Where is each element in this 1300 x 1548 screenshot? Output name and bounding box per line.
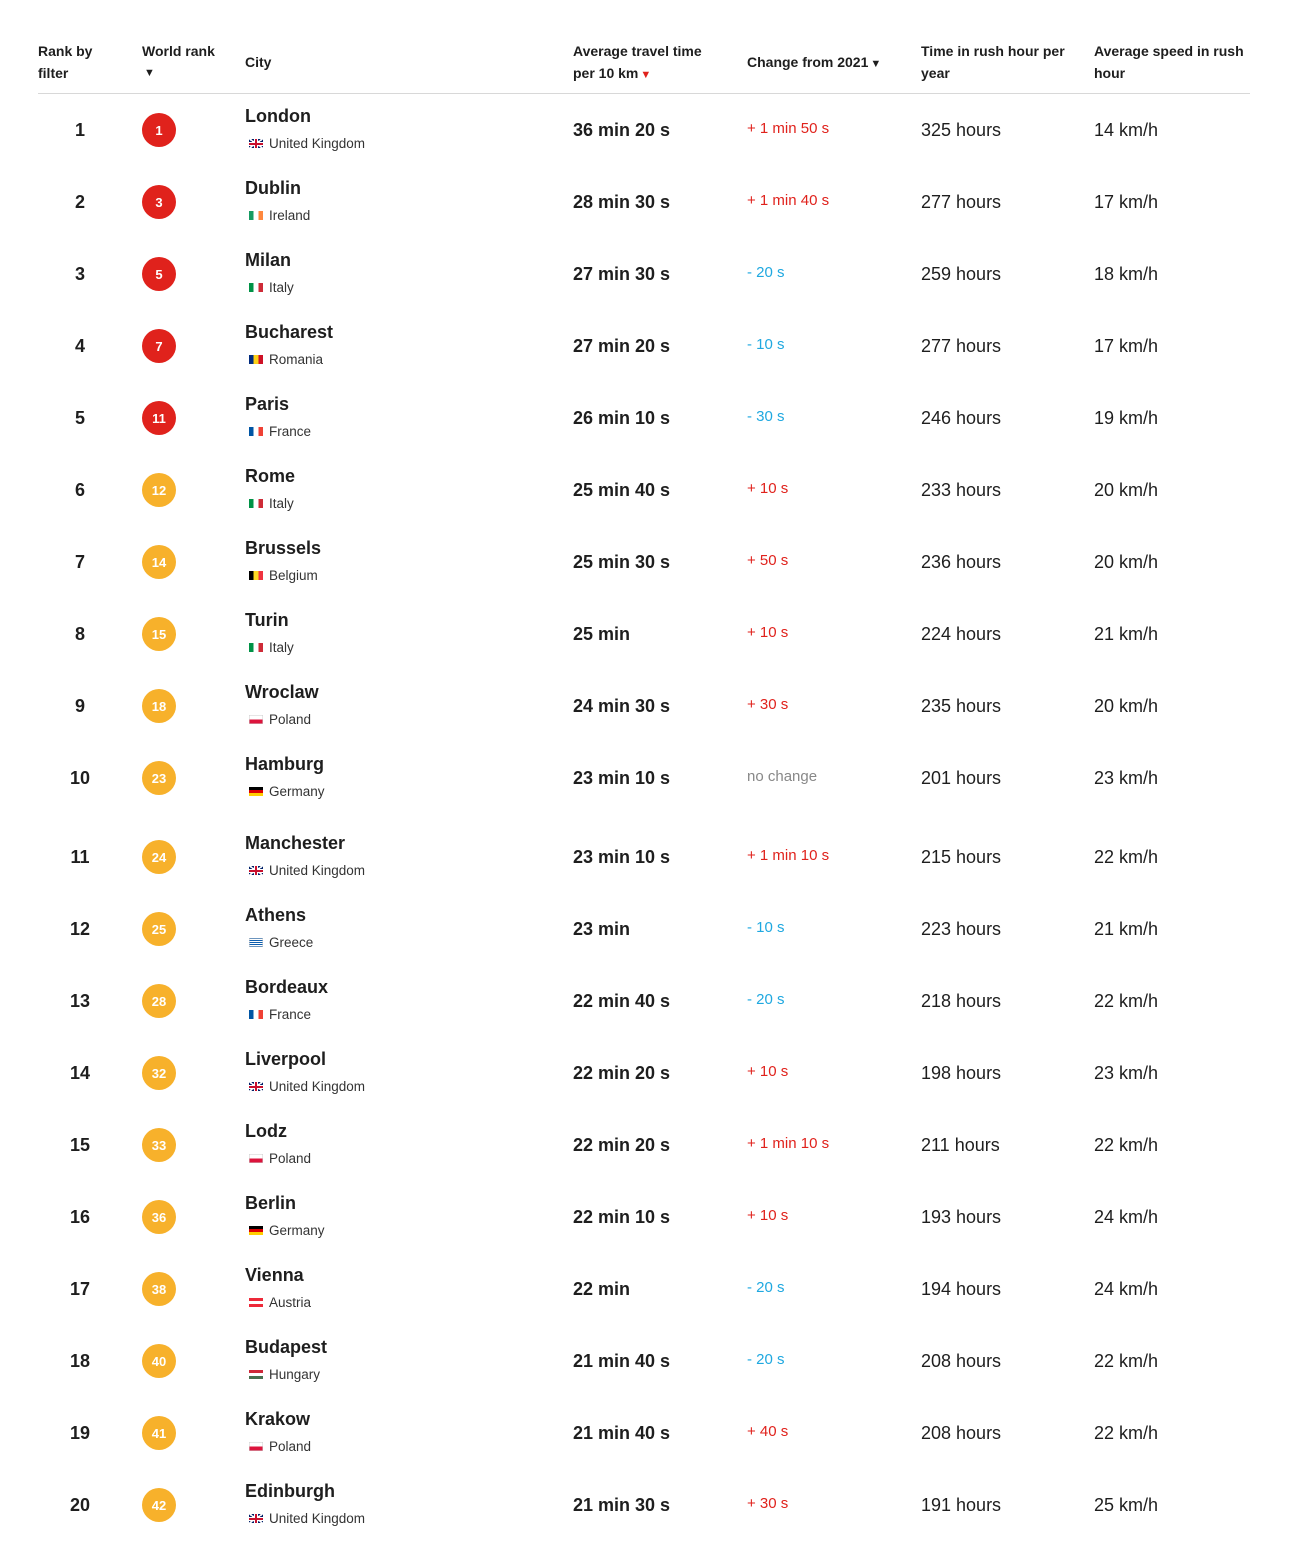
time-in-rush-hour: 215 hours <box>921 847 1002 867</box>
sort-arrow-icon: ▼ <box>870 58 882 70</box>
header-average-speed[interactable]: Average speed in rush hour <box>1094 43 1244 81</box>
time-in-rush-hour: 191 hours <box>921 1495 1002 1515</box>
country-name: Hungary <box>269 1367 321 1382</box>
world-rank-badge: 14 <box>142 545 176 579</box>
country <box>249 568 318 583</box>
rank-by-filter: 9 <box>74 696 85 716</box>
table-row[interactable] <box>38 166 1250 238</box>
world-rank-badge: 11 <box>142 401 176 435</box>
time-in-rush-hour: 211 hours <box>921 1135 1000 1155</box>
city-name[interactable]: Hamburg <box>245 754 325 774</box>
average-speed: 14 km/h <box>1094 120 1159 140</box>
city-name[interactable]: Athens <box>245 905 307 925</box>
average-speed: 17 km/h <box>1094 192 1159 212</box>
time-in-rush-hour: 194 hours <box>921 1279 1002 1299</box>
it-flag-icon <box>249 499 263 508</box>
table-row[interactable] <box>38 1397 1250 1469</box>
rank-by-filter: 14 <box>69 1063 91 1083</box>
change-from-2021: - 20 s <box>747 991 785 1008</box>
average-speed: 24 km/h <box>1094 1279 1159 1299</box>
rank-by-filter: 6 <box>74 480 85 500</box>
change-from-2021: + 10 s <box>747 480 789 497</box>
country-name: Italy <box>269 496 294 511</box>
city-name[interactable]: Dublin <box>245 178 301 198</box>
change-from-2021: + 1 min 50 s <box>747 120 830 137</box>
country <box>249 784 325 799</box>
change-from-2021: + 40 s <box>747 1423 789 1440</box>
table-row[interactable] <box>38 742 1250 814</box>
change-from-2021: + 10 s <box>747 1063 789 1080</box>
average-speed: 17 km/h <box>1094 336 1159 356</box>
average-speed: 18 km/h <box>1094 264 1159 284</box>
rank-by-filter: 10 <box>69 768 91 788</box>
country <box>249 496 294 511</box>
change-from-2021: + 30 s <box>747 696 789 713</box>
average-travel-time: 25 min <box>573 624 631 644</box>
ro-flag-icon <box>249 355 263 364</box>
country-name: Romania <box>269 352 324 367</box>
country <box>249 208 310 223</box>
world-rank-badge: 12 <box>142 473 176 507</box>
average-travel-time: 21 min 40 s <box>573 1423 671 1443</box>
country <box>249 352 323 367</box>
world-rank-badge: 24 <box>142 840 176 874</box>
table-row[interactable] <box>38 1109 1250 1181</box>
rank-by-filter: 17 <box>69 1279 91 1299</box>
rank-by-filter: 16 <box>69 1207 91 1227</box>
time-in-rush-hour: 224 hours <box>921 624 1002 644</box>
rank-by-filter: 3 <box>74 264 85 284</box>
country-name: United Kingdom <box>269 1079 366 1094</box>
country-name: Germany <box>269 1223 325 1238</box>
gb-flag-icon <box>249 1514 263 1523</box>
average-travel-time: 28 min 30 s <box>573 192 671 212</box>
header-average-travel-time[interactable]: Average travel time per 10 km ▼ <box>573 43 702 81</box>
table-row[interactable] <box>38 238 1250 310</box>
world-rank-badge: 28 <box>142 984 176 1018</box>
world-rank-badge: 1 <box>142 113 176 147</box>
table-row[interactable] <box>38 1253 1250 1325</box>
sort-arrow-active-icon: ▼ <box>640 69 652 81</box>
time-in-rush-hour: 233 hours <box>921 480 1002 500</box>
change-from-2021: - 10 s <box>747 336 785 353</box>
average-travel-time: 22 min <box>573 1279 631 1299</box>
change-from-2021: - 20 s <box>747 1279 785 1296</box>
table-row[interactable] <box>38 1469 1250 1541</box>
city-name[interactable]: Budapest <box>245 1337 328 1357</box>
average-travel-time: 22 min 20 s <box>573 1063 671 1083</box>
city-name[interactable]: Bordeaux <box>245 977 329 997</box>
average-speed: 20 km/h <box>1094 480 1159 500</box>
time-in-rush-hour: 201 hours <box>921 768 1002 788</box>
time-in-rush-hour: 235 hours <box>921 696 1002 716</box>
time-in-rush-hour: 223 hours <box>921 919 1002 939</box>
change-from-2021: + 30 s <box>747 1495 789 1512</box>
table-row[interactable] <box>38 1037 1250 1109</box>
rank-by-filter: 15 <box>69 1135 91 1155</box>
average-travel-time: 22 min 10 s <box>573 1207 671 1227</box>
country <box>249 863 365 878</box>
average-travel-time: 22 min 20 s <box>573 1135 671 1155</box>
country-name: France <box>269 1007 312 1022</box>
country <box>249 1007 311 1022</box>
world-rank-badge: 42 <box>142 1488 176 1522</box>
change-from-2021: + 1 min 10 s <box>747 1135 830 1152</box>
change-from-2021: + 1 min 10 s <box>747 847 830 864</box>
table-row[interactable] <box>38 965 1250 1037</box>
table-row[interactable] <box>38 382 1250 454</box>
de-flag-icon <box>249 787 263 796</box>
rank-by-filter: 11 <box>70 847 90 867</box>
average-travel-time: 23 min <box>573 919 631 939</box>
table-row[interactable] <box>38 94 1250 166</box>
time-in-rush-hour: 198 hours <box>921 1063 1002 1083</box>
average-travel-time: 21 min 30 s <box>573 1495 671 1515</box>
world-rank-badge: 33 <box>142 1128 176 1162</box>
fr-flag-icon <box>249 1010 263 1019</box>
average-travel-time: 23 min 10 s <box>573 768 671 788</box>
header-change-from-2021[interactable]: Change from 2021 ▼ <box>747 54 882 70</box>
average-speed: 20 km/h <box>1094 552 1159 572</box>
table-row[interactable] <box>38 893 1250 965</box>
average-speed: 21 km/h <box>1094 624 1159 644</box>
country-name: United Kingdom <box>269 863 366 878</box>
average-travel-time: 25 min 40 s <box>573 480 671 500</box>
gb-flag-icon <box>249 139 263 148</box>
change-from-2021: + 10 s <box>747 624 789 641</box>
time-in-rush-hour: 193 hours <box>921 1207 1002 1227</box>
average-speed: 19 km/h <box>1094 408 1159 428</box>
header-city[interactable]: City <box>245 54 272 70</box>
header-time-in-rush-hour[interactable]: Time in rush hour per year <box>921 43 1065 81</box>
average-travel-time: 27 min 30 s <box>573 264 671 284</box>
city-name[interactable]: London <box>245 106 311 126</box>
sort-arrow-icon: ▼ <box>144 67 155 79</box>
table-row[interactable] <box>38 598 1250 670</box>
country <box>249 1223 325 1238</box>
average-speed: 24 km/h <box>1094 1207 1159 1227</box>
country-name: Italy <box>269 280 294 295</box>
average-travel-time: 21 min 40 s <box>573 1351 671 1371</box>
gb-flag-icon <box>249 1082 263 1091</box>
change-from-2021: + 10 s <box>747 1207 789 1224</box>
ie-flag-icon <box>249 211 263 220</box>
rank-by-filter: 5 <box>74 408 85 428</box>
rank-by-filter: 19 <box>69 1423 91 1443</box>
world-rank-badge: 7 <box>142 329 176 363</box>
pl-flag-icon <box>249 715 263 724</box>
time-in-rush-hour: 277 hours <box>921 192 1002 212</box>
rank-by-filter: 12 <box>69 919 91 939</box>
world-rank-badge: 40 <box>142 1344 176 1378</box>
country <box>249 1511 365 1526</box>
table-row[interactable] <box>38 526 1250 598</box>
country-name: United Kingdom <box>269 1511 366 1526</box>
average-speed: 22 km/h <box>1094 1135 1159 1155</box>
time-in-rush-hour: 246 hours <box>921 408 1002 428</box>
time-in-rush-hour: 208 hours <box>921 1423 1002 1443</box>
city-name[interactable]: Brussels <box>245 538 322 558</box>
city-name[interactable]: Liverpool <box>245 1049 327 1069</box>
world-rank-badge: 25 <box>142 912 176 946</box>
city-name[interactable]: Lodz <box>245 1121 287 1141</box>
table-row[interactable] <box>38 1325 1250 1397</box>
rank-by-filter: 7 <box>74 552 85 572</box>
country <box>249 1439 311 1454</box>
country-name: Poland <box>269 1439 312 1454</box>
country-name: Greece <box>269 935 314 950</box>
world-rank-badge: 36 <box>142 1200 176 1234</box>
average-travel-time: 26 min 10 s <box>573 408 671 428</box>
average-speed: 20 km/h <box>1094 696 1159 716</box>
rank-by-filter: 4 <box>74 336 85 356</box>
average-travel-time: 25 min 30 s <box>573 552 671 572</box>
change-from-2021: + 50 s <box>747 552 789 569</box>
ranking-table <box>38 0 1250 1526</box>
rank-by-filter: 1 <box>74 120 85 140</box>
pl-flag-icon <box>249 1442 263 1451</box>
country <box>249 424 311 439</box>
city-name[interactable]: Berlin <box>245 1193 297 1213</box>
time-in-rush-hour: 218 hours <box>921 991 1002 1011</box>
gr-flag-icon <box>249 938 263 947</box>
average-travel-time: 22 min 40 s <box>573 991 671 1011</box>
city-name[interactable]: Vienna <box>245 1265 304 1285</box>
country-name: Ireland <box>269 208 311 223</box>
average-speed: 21 km/h <box>1094 919 1159 939</box>
rank-by-filter: 2 <box>74 192 85 212</box>
average-speed: 22 km/h <box>1094 1351 1159 1371</box>
average-travel-time: 27 min 20 s <box>573 336 671 356</box>
average-travel-time: 36 min 20 s <box>573 120 671 140</box>
country <box>249 1079 365 1094</box>
pl-flag-icon <box>249 1154 263 1163</box>
change-from-2021: - 10 s <box>747 919 785 936</box>
change-from-2021: - 30 s <box>747 408 785 425</box>
average-speed: 25 km/h <box>1094 1495 1159 1515</box>
country-name: United Kingdom <box>269 136 366 151</box>
city-name[interactable]: Wroclaw <box>245 682 319 702</box>
city-name[interactable]: Rome <box>245 466 296 486</box>
world-rank-badge: 3 <box>142 185 176 219</box>
table-header <box>38 0 1250 94</box>
country <box>249 712 311 727</box>
world-rank-badge: 41 <box>142 1416 176 1450</box>
rank-by-filter: 18 <box>69 1351 91 1371</box>
table-row[interactable] <box>38 821 1250 893</box>
table-row[interactable] <box>38 310 1250 382</box>
country-name: Poland <box>269 1151 312 1166</box>
average-travel-time: 23 min 10 s <box>573 847 671 867</box>
country <box>249 1151 311 1166</box>
header-world-rank[interactable]: World rank ▼ <box>142 40 215 84</box>
be-flag-icon <box>249 571 263 580</box>
change-from-2021: no change <box>747 768 818 785</box>
world-rank-badge: 5 <box>142 257 176 291</box>
change-from-2021: - 20 s <box>747 1351 785 1368</box>
city-name[interactable]: Turin <box>245 610 289 630</box>
time-in-rush-hour: 208 hours <box>921 1351 1002 1371</box>
country <box>249 280 294 295</box>
hu-flag-icon <box>249 1370 263 1379</box>
world-rank-badge: 23 <box>142 761 176 795</box>
country <box>249 1367 320 1382</box>
country-name: Italy <box>269 640 294 655</box>
time-in-rush-hour: 259 hours <box>921 264 1002 284</box>
average-speed: 22 km/h <box>1094 1423 1159 1443</box>
table-row[interactable] <box>38 1181 1250 1253</box>
city-name[interactable]: Milan <box>245 250 292 270</box>
time-in-rush-hour: 277 hours <box>921 336 1002 356</box>
table-row[interactable] <box>38 454 1250 526</box>
country-name: Poland <box>269 712 312 727</box>
gb-flag-icon <box>249 866 263 875</box>
country <box>249 640 294 655</box>
it-flag-icon <box>249 283 263 292</box>
average-speed: 22 km/h <box>1094 847 1159 867</box>
country-name: Austria <box>269 1295 312 1310</box>
country-name: France <box>269 424 312 439</box>
average-speed: 23 km/h <box>1094 768 1159 788</box>
world-rank-badge: 18 <box>142 689 176 723</box>
table-row[interactable] <box>38 670 1250 742</box>
city-name[interactable]: Paris <box>245 394 290 414</box>
time-in-rush-hour: 236 hours <box>921 552 1002 572</box>
change-from-2021: - 20 s <box>747 264 785 281</box>
city-name[interactable]: Edinburgh <box>245 1481 335 1501</box>
rank-by-filter: 20 <box>69 1495 91 1515</box>
city-name[interactable]: Krakow <box>245 1409 311 1429</box>
city-name[interactable]: Manchester <box>245 833 346 853</box>
world-rank-badge: 32 <box>142 1056 176 1090</box>
country-name: Germany <box>269 784 325 799</box>
time-in-rush-hour: 325 hours <box>921 120 1002 140</box>
world-rank-badge: 15 <box>142 617 176 651</box>
country <box>249 136 365 151</box>
it-flag-icon <box>249 643 263 652</box>
country-name: Belgium <box>269 568 318 583</box>
change-from-2021: + 1 min 40 s <box>747 192 830 209</box>
average-speed: 22 km/h <box>1094 991 1159 1011</box>
at-flag-icon <box>249 1298 263 1307</box>
city-name[interactable]: Bucharest <box>245 322 334 342</box>
rank-by-filter: 13 <box>69 991 91 1011</box>
country <box>249 1295 311 1310</box>
country <box>249 935 313 950</box>
average-speed: 23 km/h <box>1094 1063 1159 1083</box>
fr-flag-icon <box>249 427 263 436</box>
world-rank-badge: 38 <box>142 1272 176 1306</box>
de-flag-icon <box>249 1226 263 1235</box>
average-travel-time: 24 min 30 s <box>573 696 671 716</box>
rank-by-filter: 8 <box>74 624 85 644</box>
header-rank-by-filter[interactable]: Rank by filter <box>38 43 93 81</box>
